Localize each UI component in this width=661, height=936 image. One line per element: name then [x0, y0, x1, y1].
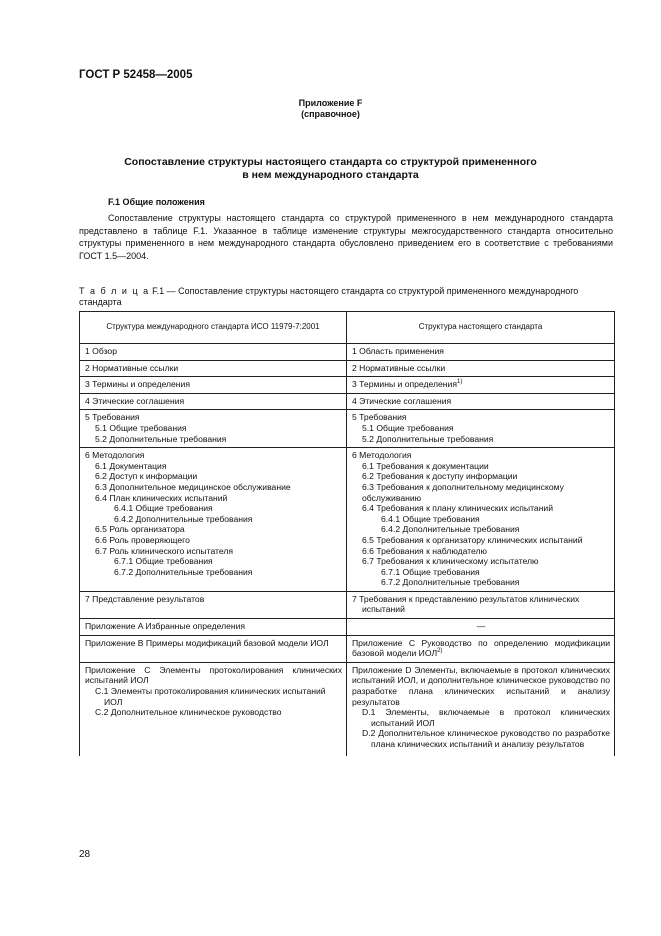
cell-line: 6.4.1 Общие требования	[381, 513, 480, 524]
cell-text: 3 Термины и определения	[352, 379, 458, 390]
cell-line: C.1 Элементы протоколирования клинических испытаний ИОЛ	[95, 686, 326, 707]
table-cell	[80, 410, 347, 448]
cell-line: 6.7.1 Общие требования	[114, 556, 213, 567]
table-cell	[347, 344, 615, 361]
cell-line: C.2 Дополнительное клиническое руководство	[95, 707, 282, 718]
table-cell	[347, 410, 615, 448]
cell-line	[352, 638, 610, 659]
table-cell	[80, 591, 347, 618]
cell-line: 6.6 Требования к наблюдателю	[362, 545, 487, 556]
cell-line: 1 Область применения	[352, 346, 444, 356]
cell-line: 6.5 Требования к организатору клинических испытаний	[362, 534, 583, 545]
table-cell	[80, 360, 347, 377]
cell-line: Приложение C Элементы протоколирования клинических испытаний ИОЛ	[85, 664, 342, 686]
table-caption-text: F.1 — Сопоставление структуры настоящего стандарта со структурой примененного международного стандарта	[79, 286, 579, 307]
table-cell	[347, 360, 615, 377]
section-paragraph: Сопоставление структуры настоящего стандарта со структурой примененного в нем международного стандарта представлено в таблице F.1. Указанное в таблице изменение структуры межгосударственного стандарта относительно структуры примененного в нем международного стандарта обусловлено приведением его в соответствие с требованиями ГОСТ 1.5—2004.	[79, 213, 613, 261]
table-cell	[80, 635, 347, 662]
cell-line: 6.3 Требования к дополнительному медицинскому обслуживанию	[362, 481, 564, 503]
annex-title	[100, 156, 561, 182]
cell-line: 6.7 Роль клинического испытателя	[95, 545, 234, 556]
table-row	[80, 448, 615, 592]
annex-title-line2: в нем международного стандарта	[242, 169, 419, 181]
page-number: 28	[79, 849, 91, 860]
table-header-cell: Структура настоящего стандарта	[347, 312, 615, 344]
cell-line: 6.4.2 Дополнительные требования	[114, 513, 253, 524]
cell-line: Приложение D Элементы, включаемые в протокол клинических испытаний ИОЛ, и дополнительное клиническое руководство по разработке плана клинических испытаний и анализу результатов	[352, 664, 610, 707]
cell-line: 6.4.2 Дополнительные требования	[381, 524, 520, 535]
annex-type: (справочное)	[301, 109, 360, 119]
table-cell	[347, 635, 615, 662]
annex-title-line1: Сопоставление структуры настоящего стандарта со структурой примененного	[124, 156, 537, 168]
cell-line: 6.2 Доступ к информации	[95, 471, 198, 482]
cell-line: 6.5 Роль организатора	[95, 524, 185, 535]
cell-line: 5 Требования	[352, 412, 407, 423]
cell-line: 6.4.1 Общие требования	[114, 503, 213, 514]
cell-line: 6.7.1 Общие требования	[381, 566, 480, 577]
cell-line: 6.7.2 Дополнительные требования	[114, 566, 253, 577]
table-cell	[80, 377, 347, 394]
cell-line: Приложение A Избранные определения	[85, 621, 246, 632]
table-cell	[347, 591, 615, 618]
cell-line: 3 Термины и определения	[85, 379, 191, 390]
cell-line	[352, 379, 610, 390]
table-cell	[347, 619, 615, 636]
cell-line: D.2 Дополнительное клиническое руководство по разработке плана клинических испытаний и анализу результатов	[362, 728, 610, 749]
annex-label: Приложение F	[298, 98, 363, 108]
table-row	[80, 635, 615, 662]
section-body	[79, 212, 613, 262]
footnote-ref: 2)	[437, 648, 443, 655]
cell-line: 5.2 Дополнительные требования	[362, 433, 494, 444]
table-caption	[79, 286, 613, 307]
cell-line: 4 Этические соглашения	[85, 395, 185, 406]
cell-line: 2 Нормативные ссылки	[85, 362, 179, 373]
cell-line: Приложение B Примеры модификаций базовой модели ИОЛ	[85, 637, 329, 648]
table-cell	[347, 448, 615, 592]
footnote-ref: 1)	[457, 379, 463, 386]
cell-line: 6.3 Дополнительное медицинское обслуживание	[95, 481, 291, 492]
table-row	[80, 393, 615, 410]
table-cell	[347, 377, 615, 394]
cell-line: 5.1 Общие требования	[95, 422, 187, 433]
cell-line: 6.6 Роль проверяющего	[95, 534, 190, 545]
table-header-row	[80, 312, 615, 344]
table-cell	[80, 619, 347, 636]
cell-line: 5.2 Дополнительные требования	[95, 433, 227, 444]
cell-line: 4 Этические соглашения	[352, 395, 452, 406]
cell-line: 6.1 Документация	[95, 460, 167, 471]
document-header: ГОСТ Р 52458—2005	[79, 69, 193, 81]
cell-line: 6.4 План клинических испытаний	[95, 492, 228, 503]
annex-heading	[0, 98, 661, 120]
cell-line: 1 Обзор	[85, 346, 117, 356]
table-cell	[80, 344, 347, 361]
table-row	[80, 662, 615, 755]
cell-line: D.1 Элементы, включаемые в протокол клинических испытаний ИОЛ	[362, 707, 610, 728]
cell-line: 2 Нормативные ссылки	[352, 362, 446, 373]
cell-line: 6 Методология	[85, 450, 145, 461]
table-cell	[80, 393, 347, 410]
table-row	[80, 344, 615, 361]
table-cell	[347, 393, 615, 410]
table-row	[80, 591, 615, 618]
cell-line: 6.1 Требования к документации	[362, 460, 489, 471]
table-cell	[80, 662, 347, 755]
table-cell	[80, 448, 347, 592]
cell-line: 6.2 Требования к доступу информации	[362, 471, 518, 482]
table-caption-label: Т а б л и ц а	[79, 286, 150, 296]
table-row	[80, 377, 615, 394]
comparison-table	[79, 311, 615, 756]
cell-line: 6.7.2 Дополнительные требования	[381, 577, 520, 588]
cell-line: 6.4 Требования к плану клинических испытаний	[362, 503, 554, 514]
cell-line: 6 Методология	[352, 450, 412, 461]
table-row	[80, 410, 615, 448]
table-header-cell: Структура международного стандарта ИСО 11979-7:2001	[80, 312, 347, 344]
cell-line: 7 Требования к представлению результатов клинических испытаний	[352, 593, 580, 615]
cell-line: 5 Требования	[85, 412, 140, 423]
cell-text: Приложение C Руководство по определению модификации базовой модели ИОЛ	[352, 637, 610, 659]
cell-line: 7 Представление результатов	[85, 593, 205, 604]
table-row	[80, 360, 615, 377]
cell-line: —	[476, 621, 486, 632]
cell-line: 6.7 Требования к клиническому испытателю	[362, 556, 539, 567]
cell-line: 5.1 Общие требования	[362, 422, 454, 433]
table-row	[80, 619, 615, 636]
section-heading: F.1 Общие положения	[108, 197, 205, 207]
table-cell	[347, 662, 615, 755]
